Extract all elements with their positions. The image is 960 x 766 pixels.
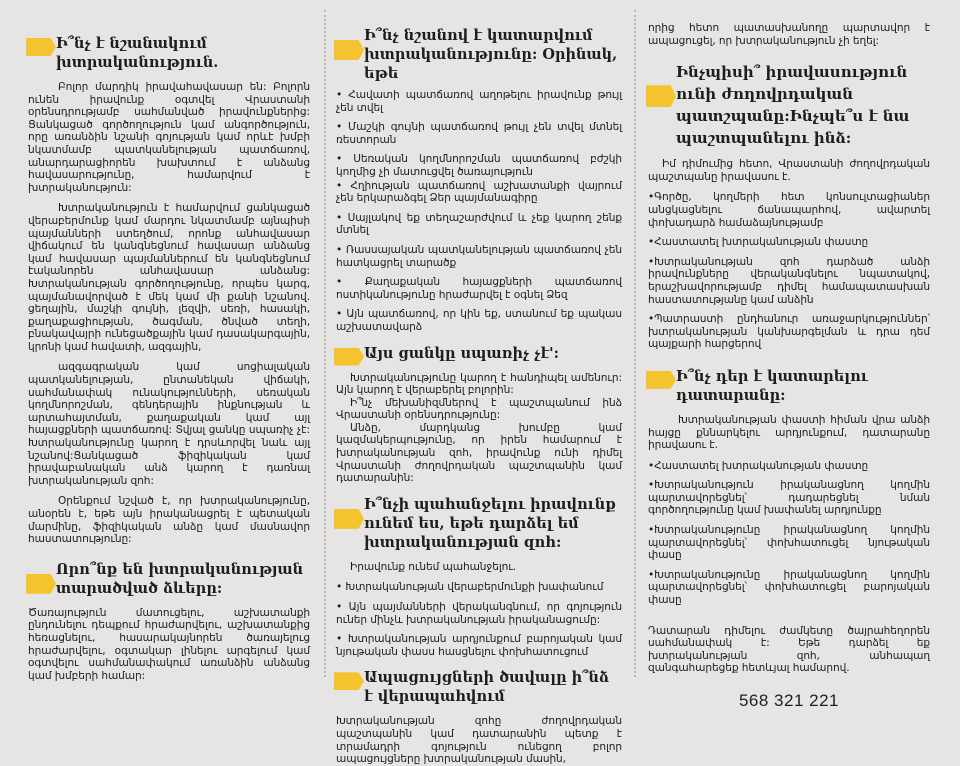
section-heading-victim-rights: Ի՞նչի պահանջելու իրավունք ունեմ ես, եթե դարձել եմ խտրականության զոհ: bbox=[336, 495, 622, 552]
heading-tag-icon bbox=[26, 38, 56, 56]
heading-tag-icon bbox=[646, 85, 676, 107]
list-item: • Խտրականության արդյունքում բարոյական կամ նյութական փասս հասցնելու փոխհատուցում bbox=[336, 633, 622, 658]
paragraph: Իրավունք ունեմ պահանջելու. bbox=[350, 560, 517, 573]
list-item: • Մաշկի գույնի պատճառով թույլ չեն տվել մտնել ռեստորան bbox=[336, 121, 622, 146]
paragraph: Դատարան դիմելու ժամկետը ծայրահեղորեն սահմանափակ է: Եթե դարձել եք խտրականության զոհ, անհապաղ զանգահարեցեք հետևյալ համարով. bbox=[648, 624, 930, 675]
list-item: • Հաստատել խտրականության փաստը bbox=[648, 236, 930, 249]
paragraph: Խտրականություն է համարվում ցանկացած վերաբերմունք կամ մարդու նկատմամբ այնպիսի պայմանների ստեղծում, որոնք անհավասար վիճակում են կանգնեցնում հավասար անձանց կամ հավասար պայմաններում են կանգնեցնում էականորեն անհավասար անձանց: Խտրականության գործողությունը, որպես կարգ, պայմանավորված է մեկ կամ մի քանի նշանով. ցեղային, մաշկի գույնի, լեզվի, սեռի, հասակի, քաղաքացիության, ծագման, ծնված տեղի, բնակավայրի ունեցածքային կամ դասակարգային, կրոնի կամ հավատի, ազգային, bbox=[28, 202, 310, 353]
section-heading-not-exhaustive: Այս ցանկը սպառիչ չէ': bbox=[336, 344, 622, 363]
list-item: • Սայլակով եք տեղաշարժվում և չեք կարող շենք մտնել bbox=[336, 212, 622, 237]
heading-tag-icon bbox=[334, 40, 364, 60]
column-2 bbox=[318, 0, 630, 766]
section-heading-ombudsman: Ինչպիսի՞ իրավասություն ունի ժողովրդական պատշպանը:Ինչպե՞ս է նա պաշտպանելու ինձ: bbox=[648, 61, 930, 149]
paragraph: որից հետո պատասխանողը պարտավոր է ապացուցել, որ խտրականություն չի եղել: bbox=[648, 22, 930, 47]
column-1 bbox=[0, 0, 318, 687]
paragraph: Անձը, մարդկանց խումբը կամ կազմակերպությունը, որ իրեն համարում է խտրականության զոհ, իրավունք ունի դիմել Վրաստանի ժողովրդական պաշտպանին կամ դատարանին: bbox=[336, 421, 622, 485]
list-item: • Հղիության պատճառով աշխատանքի վայրում չեն երկարաձգել Ձեր պայմանագիրը bbox=[336, 180, 622, 205]
column-3 bbox=[630, 0, 960, 710]
heading-tag-icon bbox=[334, 672, 364, 690]
paragraph: ազգագրական կամ սոցիալական պատկանելության, ընտանեկան վիճակի, սահմանափակ ունակությունների, սեռական կողմնորոշման, գենդերային ինքնության և արտահայտման, քաղաքական կամ այլ հայացքների պատճառով: Տվյալ ցանկը սպառիչ չէ: Խտրականությունը կարող է դրսևորվել նաև այլ նշանով:Ցանկացած ֆիզիկական կամ իրավաբանական անձ կարող է դառնալ խտրականության զոհ: bbox=[28, 361, 310, 487]
section-heading-common-forms: Որո՞նք են խտրականության տարածված ձևերը: bbox=[28, 560, 310, 598]
section-heading-grounds: Ի՞նչ նշանով է կատարվում խտրականությունը: Օրինակ, եթե bbox=[336, 26, 622, 83]
paragraph: Ի՞նչ մեխանիզմներով է պաշտպանում ինձ Վրաստանի օրենսդրությունը: bbox=[336, 396, 622, 422]
hotline-phone-number[interactable]: 568 321 221 bbox=[738, 691, 840, 710]
heading-tag-icon bbox=[646, 371, 676, 389]
list-item: • Խտրականության վերաբերմունքի խափանում bbox=[336, 581, 622, 594]
list-item: • Քաղաքական հայացքների պատճառով ոստիկանությունը հրաժարվել է օգնել Ձեզ bbox=[336, 276, 622, 301]
heading-tag-icon bbox=[334, 509, 364, 529]
paragraph: Խտրականության փաստի հիման վրա անձի հայցը քննարկելու արդյունքում, դատարանը իրավասու է. bbox=[648, 413, 930, 452]
list-item: • Խտրականություն իրականացնող կողմին պարտավորեցնել՝ դադարեցնել նման գործողությունը կամ խափանել արդյունքը bbox=[648, 479, 930, 517]
rights-list bbox=[336, 581, 622, 658]
section-heading-burden-of-proof: Ապացույցների ծավալը ի՞նձ է վերապահվում bbox=[336, 668, 622, 706]
list-item: • Խտրականությունը իրականացնող կողմին պարտավորեցնել՝ փոխհատուցել նյութական փասը bbox=[648, 524, 930, 562]
paragraph: Բոլոր մարդիկ իրավահավասար են: Բոլորն ունեն իրավունք օգտվել Վրաստանի օրենսդրությամբ սահմանված իրավունքներից: Ցանկացած գործողություն կամ անգործություն, որը առանձին նշանի գոյության կամ որևէ խմբի նկատմամբ պատկանելության պատճառով, անարդարացիորեն խախտում է անձանց հավասարությունը, համարվում է խտրականություն: bbox=[28, 81, 310, 194]
list-item: • Հաստատել խտրականության փաստը bbox=[648, 460, 930, 473]
list-item: • Գործը, կողմերի հետ կոնսուլտացիաներ անցկացնելու ճանապարհով, ավարտել փոխադարձ համաձայնությամբ bbox=[648, 191, 930, 229]
paragraph: Օրենքում նշված է, որ խտրականությունը, անօրեն է, եթե այն իրականացրել է պետական մարմինը, ֆիզիկական անձը կամ մասնավոր հաստատությունը: bbox=[28, 495, 310, 546]
examples-list bbox=[336, 89, 622, 334]
paragraph: Իմ դիմումից հետո, Վրաստանի ժողովրդական պաշտպանը իրավասու է. bbox=[648, 158, 930, 183]
list-item: • Այն պատճառով, որ կին եք, ստանում եք պակաս աշխատավարձ bbox=[336, 308, 622, 333]
section-heading-court-role: Ի՞նչ դեր է կատարելու դատարանը: bbox=[648, 367, 930, 405]
section-heading-what-is-discrimination: Ի՞նչ է նշանակում խտրականություն. bbox=[28, 34, 310, 72]
list-item: • Հավատի պատճառով աղոթելու իրավունք թույլ չեն տվել bbox=[336, 89, 622, 114]
list-item: • Ռասսայական պատկանելության պատճառով չեն հատկացրել տարածք bbox=[336, 244, 622, 269]
paragraph: Խտրականությունը կարող է հանդիպել ամենուր: Այն կարող է վերաբերել բոլորին: bbox=[336, 371, 622, 397]
list-item: • Խտրականության զոհ դարձած անձի իրավունքները վերականգնելու նպատակով, երաշխավորությամբ դիմել համապատասխան հաստատությանը կամ անձին bbox=[648, 256, 930, 306]
heading-tag-icon bbox=[26, 574, 56, 594]
paragraph: Խտրականության զոհը ժողովրդական պաշտպանին կամ դատարանին պետք է տրամադրի գոյություն ունեցող բոլոր ապացույցները խտրականության մասին, bbox=[336, 715, 622, 766]
list-item: • Այն պայմանների վերականգնում, որ գոյություն ուներ մինչև խտրականության իրականացումը: bbox=[336, 601, 622, 626]
court-powers-list bbox=[648, 460, 930, 607]
paragraph: Ծառայություն մատուցելու, աշխատանքի ընդունելու դեպքում հրաժարվելու, աշխատանքից հեռացնելու, հասարակայնորեն ծառայելուց հրաժարվելու, օգտակար լինելու արգելում կամ օգտվելու սահմանափակում առանձին անձանց կամ խմբերի համար: bbox=[28, 606, 310, 682]
heading-tag-icon bbox=[334, 348, 364, 366]
list-item: • Սեռական կողմնորոշման պատճառով բժշկի կողմից չի մատուցվել ծառայություն bbox=[336, 153, 622, 178]
list-item: • Պատրաստի ընդհանուր առաջարկություններ՝ խտրականության կանխարգելման և դրա դեմ պայքարի հարցերով bbox=[648, 313, 930, 351]
ombudsman-powers-list bbox=[648, 191, 930, 351]
list-item: • Խտրականությունը իրականացնող կողմին պարտավորեցնել՝ փոխհատուցել բարոյական փասը bbox=[648, 569, 930, 607]
